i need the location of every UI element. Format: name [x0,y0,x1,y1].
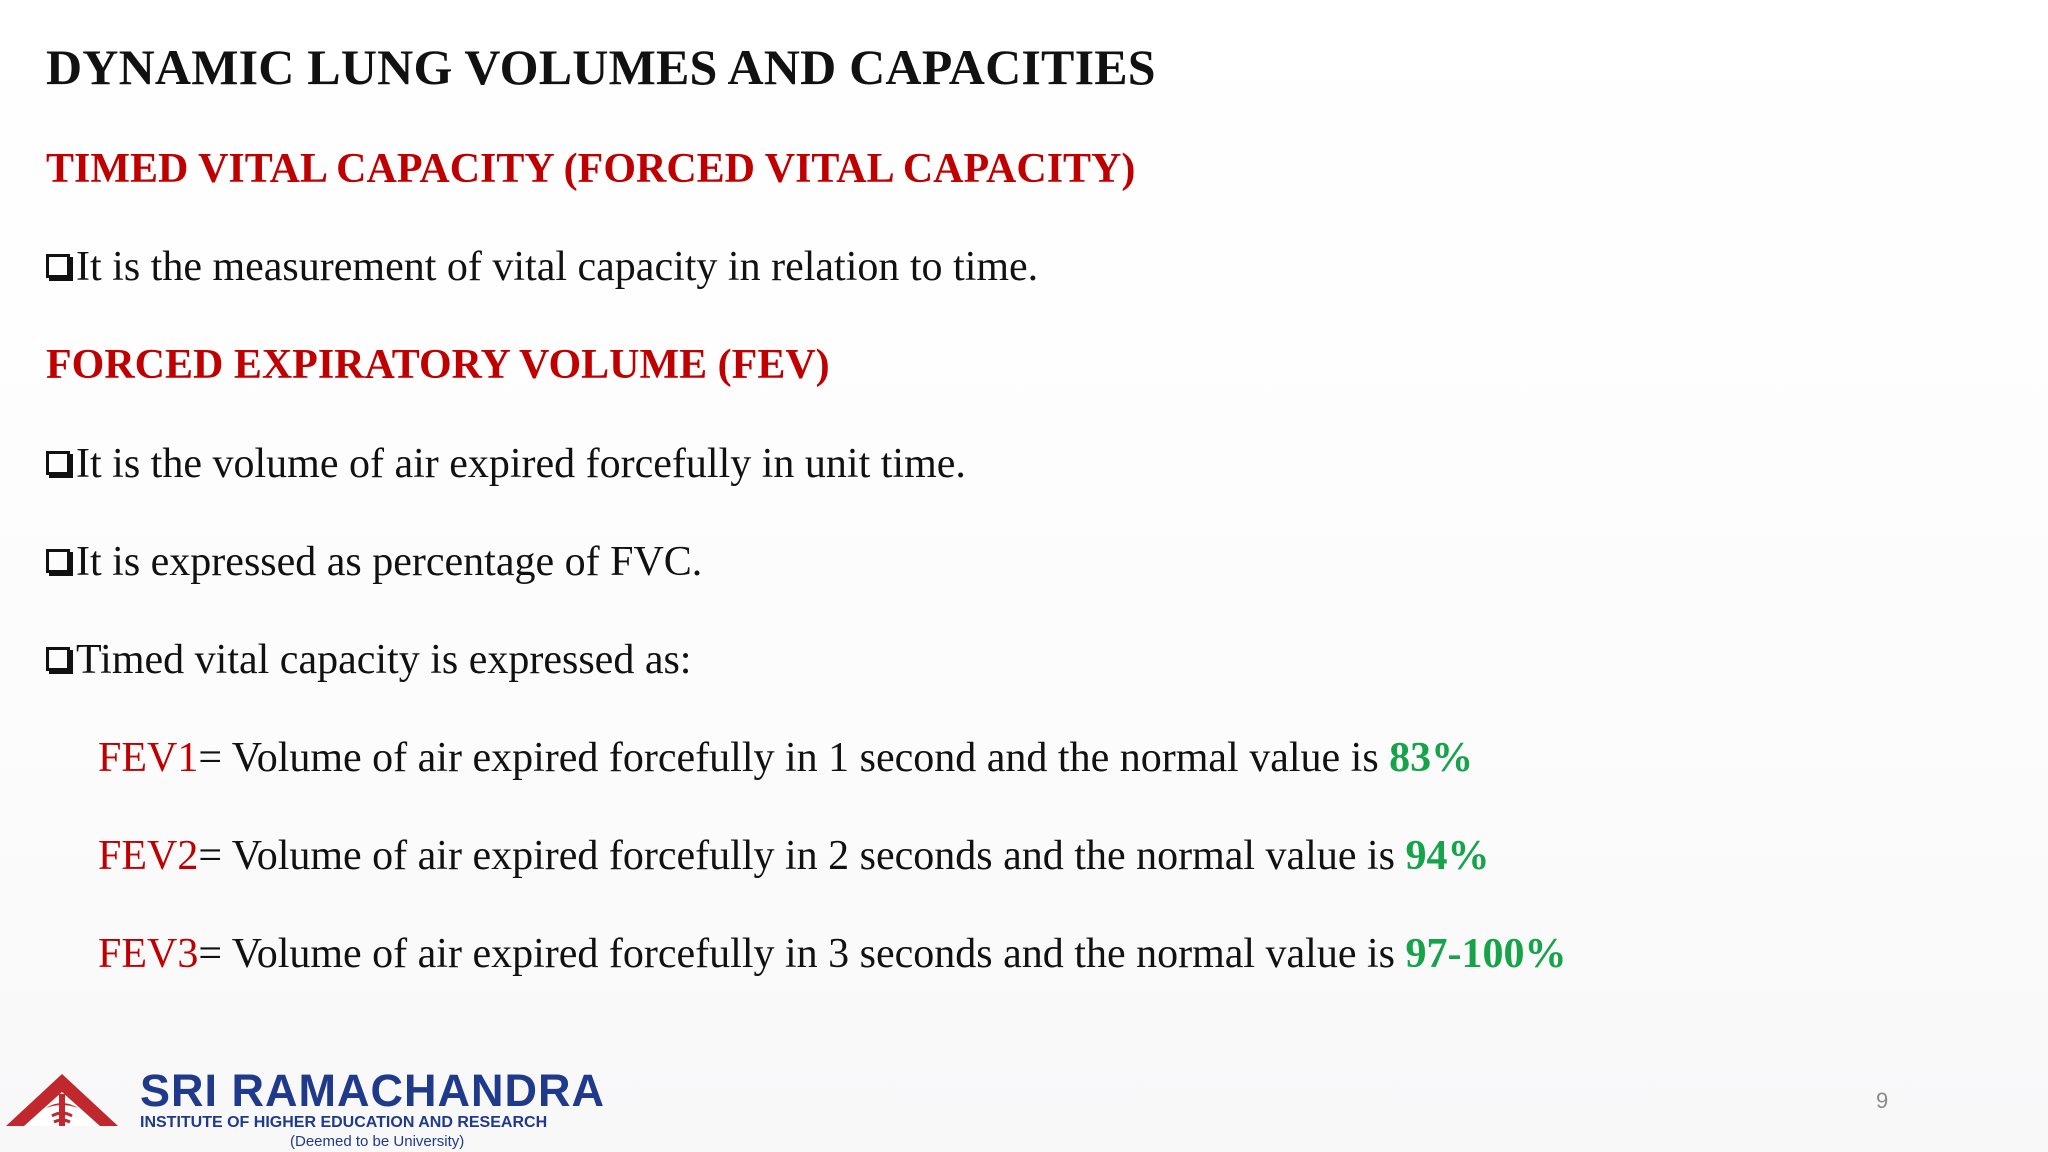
logo-note: (Deemed to be University) [290,1133,465,1150]
fev2-label: FEV2 [98,833,199,879]
square-bullet-icon [46,451,70,475]
institution-logo-icon [0,1072,124,1128]
fev1-text: = Volume of air expired forcefully in 1 second and the normal value is [198,735,1390,781]
section-heading-fev: FORCED EXPIRATORY VOLUME (FEV) [46,342,830,388]
bullet-text: Timed vital capacity is expressed as: [76,637,692,683]
fev1-line [98,737,1473,779]
fev2-text: = Volume of air expired forcefully in 2 seconds and the normal value is [198,833,1406,879]
fev2-line [98,835,1490,877]
logo-name: SRI RAMACHANDRA [140,1065,605,1116]
bullet-item [46,639,691,681]
bullet-item [46,246,1038,288]
fev3-line [98,933,1567,975]
slide-title: DYNAMIC LUNG VOLUMES AND CAPACITIES [46,39,1156,95]
bullet-text: It is the measurement of vital capacity in relation to time. [76,244,1039,290]
section-heading-timed-vital-capacity: TIMED VITAL CAPACITY (FORCED VITAL CAPACITY) [46,146,1136,192]
fev3-text: = Volume of air expired forcefully in 3 seconds and the normal value is [198,931,1406,977]
fev3-label: FEV3 [98,931,199,977]
fev2-value: 94% [1405,833,1490,879]
bullet-text: It is the volume of air expired forcefully in unit time. [76,441,966,487]
page-number: 9 [1876,1088,1889,1113]
bullet-text: It is expressed as percentage of FVC. [76,539,703,585]
bullet-item [46,541,702,583]
fev1-label: FEV1 [98,735,199,781]
fev1-value: 83% [1389,735,1474,781]
square-bullet-icon [46,549,70,573]
fev3-value: 97-100% [1405,931,1567,977]
bullet-item [46,443,966,485]
logo-subtitle: INSTITUTE OF HIGHER EDUCATION AND RESEARCH [140,1114,548,1131]
square-bullet-icon [46,647,70,671]
institution-logo [0,1066,680,1152]
square-bullet-icon [46,254,70,278]
